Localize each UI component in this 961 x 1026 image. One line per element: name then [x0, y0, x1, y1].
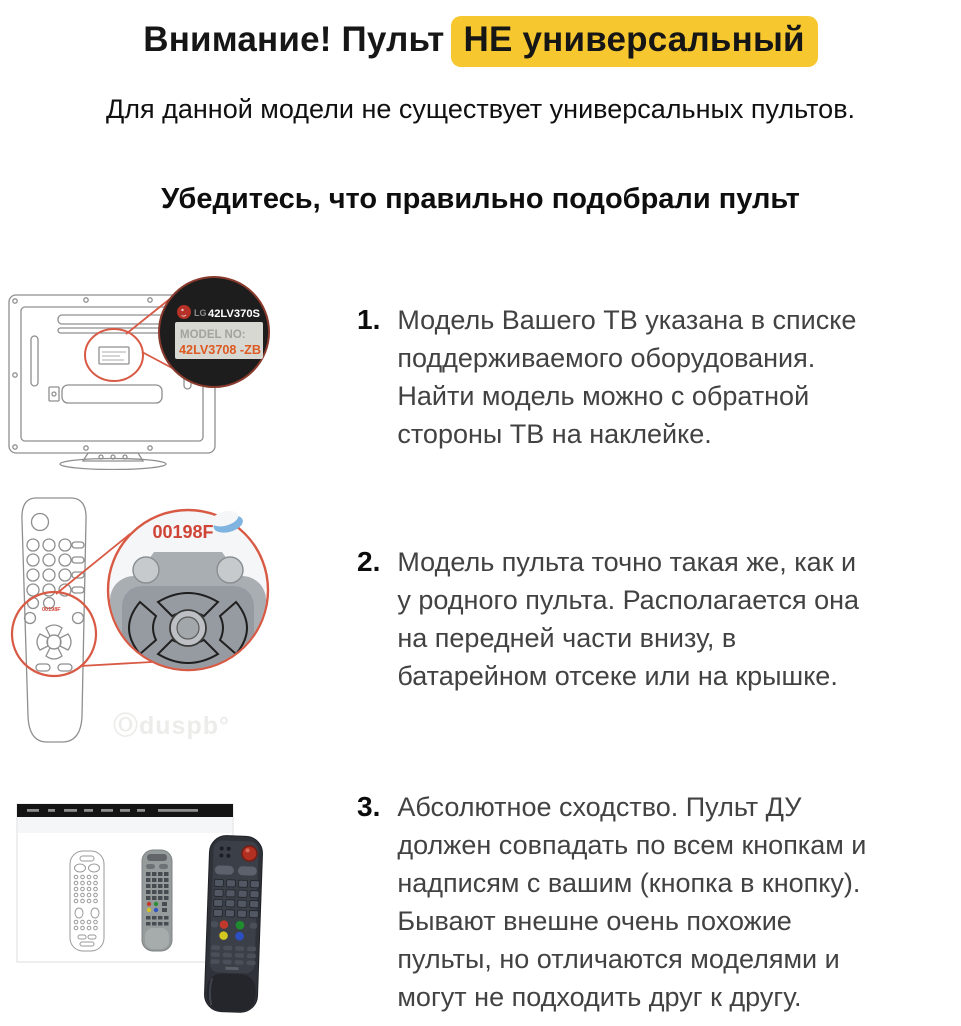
magnifier-connector-line: [80, 662, 152, 666]
tv-label-modelno-value: 42LV3708 -ZB: [179, 343, 261, 357]
round-button-left: [133, 557, 159, 583]
section-heading: Убедитесь, что правильно подобрали пульт: [161, 183, 800, 215]
step-3: [0, 778, 961, 1024]
website-screenshot-illustration: [0, 778, 345, 1024]
remote-gray: [142, 850, 172, 951]
watermark-text: Ⓞduspb°: [113, 712, 230, 740]
remote-outline: [70, 851, 104, 951]
step-text-line: должен совпадать по всем кнопкам и: [397, 830, 867, 860]
round-button-right: [217, 557, 243, 583]
tv-rear-illustration: [0, 255, 345, 470]
tv-label-modelno-caption: MODEL NO:: [180, 329, 246, 341]
step-text-line: Найти модель можно с обратной: [397, 381, 810, 411]
power-button: [242, 846, 258, 862]
dpad-zoom-circle: [108, 508, 268, 688]
website-screenshot-figure: [0, 778, 345, 1024]
tv-label-brand: LG: [194, 308, 207, 318]
step-number: 2.: [357, 546, 381, 577]
step-2: [0, 488, 961, 758]
step-text-line: на передней части внизу, в: [397, 623, 737, 653]
remote-figure: [0, 488, 345, 758]
label-magnifier-circle: [85, 329, 143, 381]
remote-illustration: [0, 488, 345, 758]
navbar-menu-items: [27, 809, 198, 812]
page-title: [0, 14, 961, 66]
remote-drawing: [22, 498, 86, 742]
title-highlight: НЕ универсальный: [451, 16, 818, 67]
title-prefix: Внимание! Пульт: [143, 20, 445, 59]
lg-logo: [177, 305, 191, 319]
step-paragraph: [397, 543, 859, 695]
step-text-line: стороны ТВ на наклейке.: [397, 419, 712, 449]
webpage-subheader-strip: [18, 817, 232, 833]
step-text-line: батарейном отсеке или на крышке.: [397, 661, 838, 691]
tv-rear-figure: [0, 255, 345, 470]
step-1-text: [357, 255, 856, 453]
step-text-line: Модель Вашего ТВ указана в списке: [397, 305, 857, 335]
step-text-line: Абсолютное сходство. Пульт ДУ: [397, 792, 802, 822]
step-text-line: могут не подходить друг к другу.: [397, 982, 802, 1012]
step-3-text: [357, 778, 866, 1016]
remote-code-small: 00198F: [42, 607, 61, 613]
remote-photo: [204, 835, 263, 1013]
step-number: 3.: [357, 791, 381, 822]
remote-code-zoomed: 00198F: [152, 522, 214, 542]
step-text-line: у родного пульта. Располагается она: [397, 585, 860, 615]
step-1: [0, 255, 961, 470]
step-paragraph: [397, 788, 866, 1016]
step-text-line: Модель пульта точно такая же, как и: [397, 547, 857, 577]
step-text-line: пульты, но отличаются моделями и: [397, 944, 840, 974]
tv-label-zoom-circle: [159, 277, 269, 387]
step-text-line: поддерживаемого оборудования.: [397, 343, 816, 373]
step-text-line: надписям с вашим (кнопка в кнопку).: [397, 868, 861, 898]
step-paragraph: [397, 301, 856, 453]
browser-navbar: [17, 804, 233, 817]
battery-cover: [206, 973, 256, 1012]
subtitle: Для данной модели не существует универсальных пультов.: [105, 94, 856, 124]
step-text-line: Бывают внешне очень похожие: [397, 906, 792, 936]
tv-label-model: 42LV370S: [208, 308, 260, 320]
step-number: 1.: [357, 304, 381, 335]
step-2-text: [357, 488, 859, 695]
